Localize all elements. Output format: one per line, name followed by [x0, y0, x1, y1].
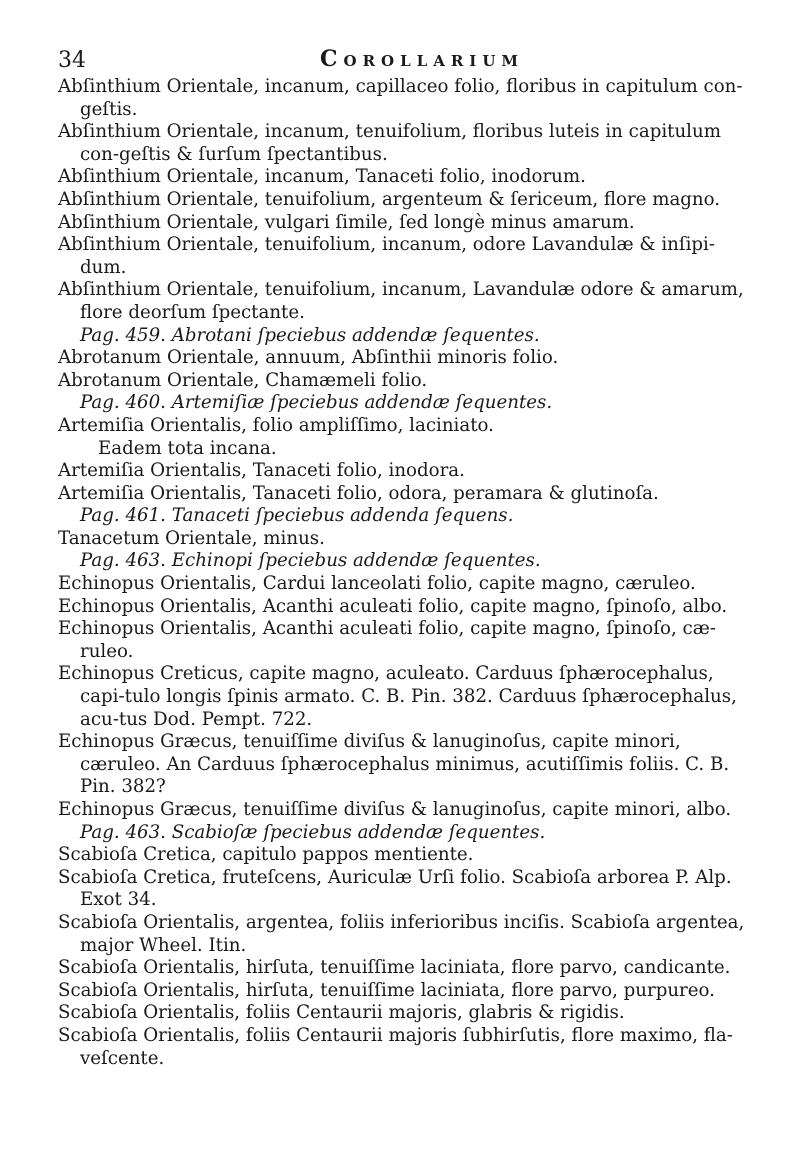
list-item: Abſinthium Orientale, tenuifolium, argenteum & ſericeum, flore magno.	[58, 188, 721, 210]
section-heading: Pag. 461. Tanaceti ſpeciebus addenda ſequens.	[80, 505, 514, 527]
list-item: Scabioſa Orientalis, argentea, foliis inferioribus inciſis. Scabioſa argentea, major Wheel. Itin.	[58, 911, 745, 956]
list-item: Artemiſia Orientalis, Tanaceti folio, odora, peramara & glutinoſa.	[58, 482, 659, 504]
list-item: Abrotanum Orientale, annuum, Abſinthii minoris folio.	[58, 347, 559, 369]
list-item: Scabioſa Cretica, fruteſcens, Auriculæ Urſi folio. Scabioſa arborea P. Alp. Exot 34.	[58, 866, 732, 911]
list-item: Eadem tota incana.	[98, 437, 277, 459]
list-item: Artemiſia Orientalis, folio ampliſſimo, laciniato.	[58, 414, 494, 436]
list-item: Tanacetum Orientale, minus.	[58, 527, 325, 549]
list-item: Abſinthium Orientale, incanum, tenuifolium, floribus luteis in capitulum con-geſtis & ſurſum ſpectantibus.	[58, 121, 721, 165]
list-item: Echinopus Græcus, tenuiſſime diviſus & lanuginoſus, capite minori, albo.	[58, 799, 732, 820]
list-item: Abſinthium Orientale, vulgari ſimile, ſed longè minus amarum.	[58, 211, 635, 233]
list-item: Scabioſa Cretica, capitulo pappos mentiente.	[58, 844, 474, 866]
list-item: Scabioſa Orientalis, hirſuta, tenuiſſime laciniata, flore parvo, purpureo.	[58, 979, 715, 1001]
list-item: Scabioſa Orientalis, hirſuta, tenuiſſime laciniata, flore parvo, candicante.	[58, 957, 731, 979]
list-item: Echinopus Orientalis, Acanthi aculeati folio, capite magno, ſpinoſo, cæ-ruleo.	[58, 618, 716, 662]
list-item: Abrotanum Orientale, Chamæmeli folio.	[58, 369, 428, 391]
list-item: Scabioſa Orientalis, foliis Centaurii majoris, glabris & rigidis.	[58, 1002, 625, 1024]
list-item: Scabioſa Orientalis, foliis Centaurii majoris ſubhirſutis, flore maximo, fla-veſcente.	[58, 1024, 733, 1069]
list-item: Artemiſia Orientalis, Tanaceti folio, inodora.	[58, 460, 465, 482]
list-item: Echinopus Creticus, capite magno, aculeato. Carduus ſphærocephalus, capi-tulo longis ſpinis armato. C. B. Pin. 382. Carduus ſphærocephalus, acu-tus Dod. Pempt. 722.	[58, 663, 737, 730]
entry-list	[58, 76, 760, 1070]
list-item: Echinopus Græcus, tenuiſſime diviſus & lanuginoſus, capite minori, cæruleo. An Carduus ſphærocephalus minimus, acutiſſimis foliis. C. B. Pin. 382?	[58, 731, 730, 798]
list-item: Abſinthium Orientale, incanum, capillaceo folio, floribus in capitulum con-geſtis.	[58, 76, 743, 120]
list-item: Echinopus Orientalis, Cardui lanceolati folio, capite magno, cæruleo.	[58, 573, 696, 595]
list-item: Echinopus Orientalis, Acanthi aculeati folio, capite magno, ſpinoſo, albo.	[58, 595, 728, 617]
running-title: Corollarium	[320, 46, 525, 72]
section-heading: Pag. 459. Abrotani ſpeciebus addendæ ſequentes.	[80, 324, 540, 346]
section-heading: Pag. 460. Artemiſiæ ſpeciebus addendæ ſequentes.	[80, 392, 553, 414]
section-heading: Pag. 463. Echinopi ſpeciebus addendæ ſequentes.	[80, 550, 541, 572]
page-number: 34	[58, 48, 86, 73]
section-heading: Pag. 463. Scabioſæ ſpeciebus addendæ ſequentes.	[80, 821, 546, 843]
list-item: Abſinthium Orientale, incanum, Tanaceti folio, inodorum.	[58, 166, 586, 188]
page-header	[58, 44, 760, 74]
list-item: Abſinthium Orientale, tenuifolium, incanum, odore Lavandulæ & inſipi-dum.	[58, 234, 715, 278]
list-item: Abſinthium Orientale, tenuifolium, incanum, Lavandulæ odore & amarum, flore deorſum ſpectante.	[58, 279, 744, 323]
